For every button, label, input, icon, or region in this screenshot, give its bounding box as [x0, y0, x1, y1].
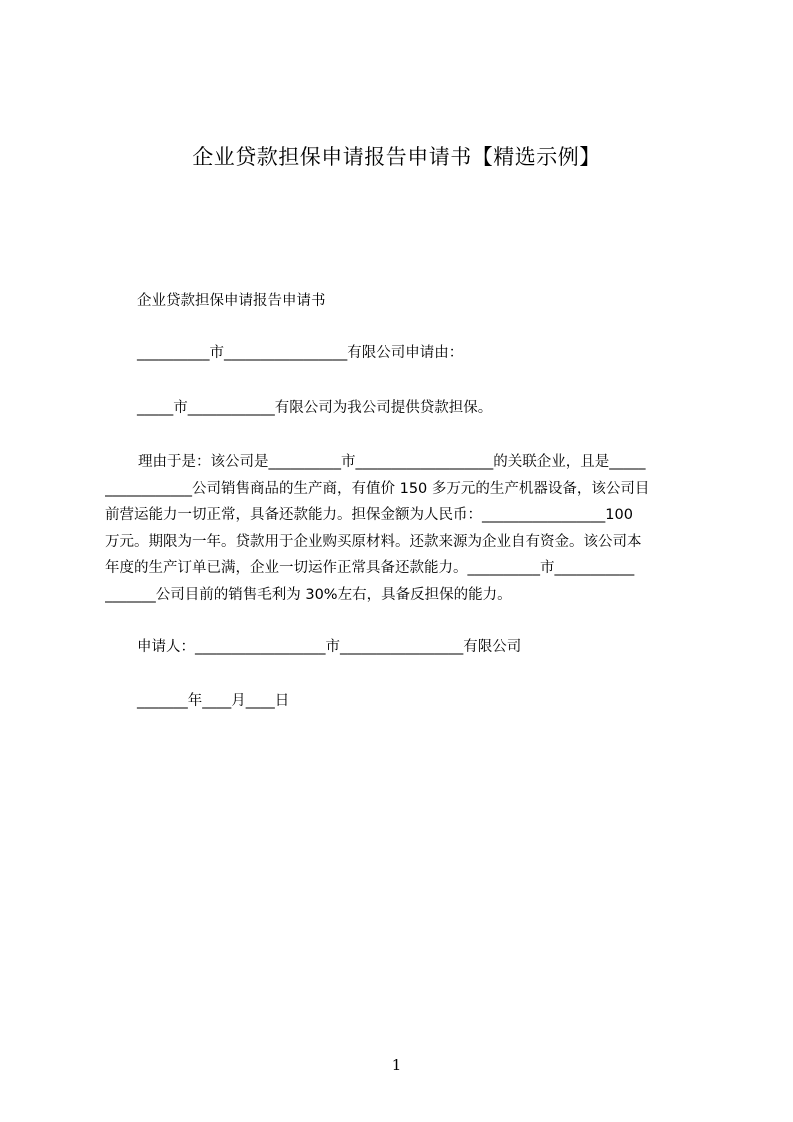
reason-paragraph	[105, 449, 700, 608]
page-number: 1	[391, 1056, 402, 1074]
date-line: _______年____月____日	[137, 693, 290, 709]
guarantor-line: _____市____________有限公司为我公司提供贷款担保。	[137, 400, 493, 416]
reason-paragraph-line: 万元。期限为一年。贷款用于企业购买原材料。还款来源为企业自有资金。该公司本	[105, 533, 642, 550]
reason-paragraph-line: _______公司目前的销售毛利为 30%左右，具备反担保的能力。	[105, 586, 512, 603]
reason-paragraph-line: 年度的生产订单已满，企业一切运作正常具备还款能力。__________市___________	[105, 560, 635, 576]
reason-paragraph-line: 理由于是：该公司是__________市___________________的关联企业，且是_____	[138, 454, 646, 470]
reason-paragraph-line: 前营运能力一切正常，具备还款能力。担保金额为人民币：_________________100	[105, 507, 633, 523]
applicant-reason-line: __________市_________________有限公司申请由：	[137, 345, 464, 361]
document-title: 企业贷款担保申请报告申请书【精选示例】	[192, 145, 601, 169]
reason-paragraph-line: ____________公司销售商品的生产商，有值价 150 多万元的生产机器设备，该公司目	[105, 480, 650, 497]
letter-heading: 企业贷款担保申请报告申请书	[137, 293, 326, 309]
signature-line: 申请人：__________________市_________________有限公司	[137, 639, 522, 655]
